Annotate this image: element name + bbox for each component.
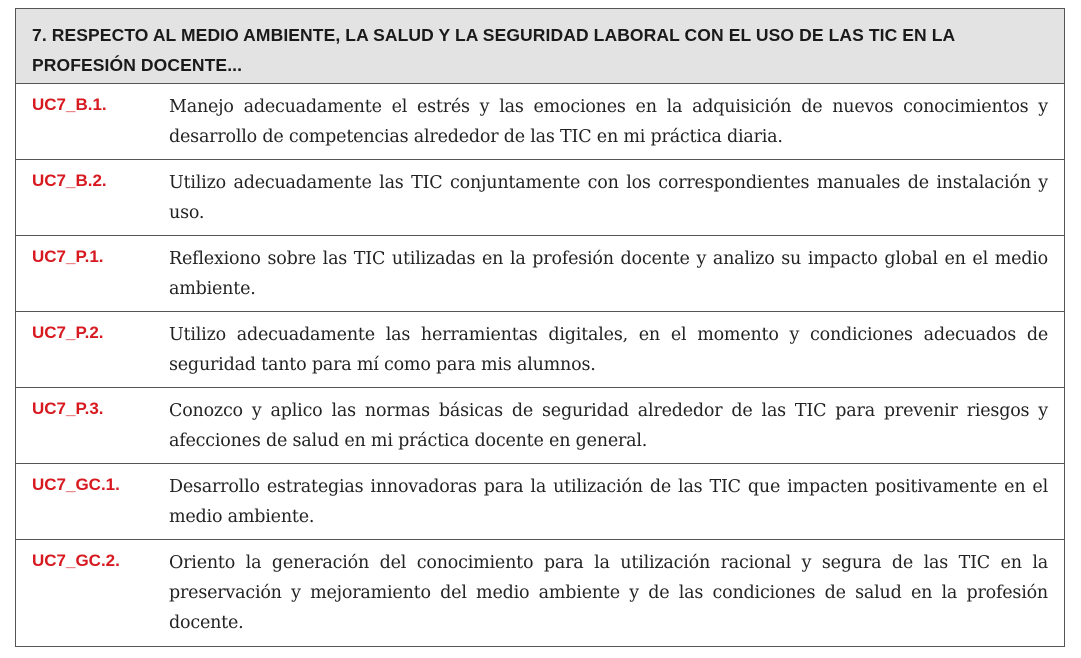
table-row <box>16 388 1064 464</box>
competency-description: Desarrollo estrategias innovadoras para la utilización de las TIC que impacten positivamente en el medio ambiente. <box>169 477 1048 527</box>
competency-code: UC7_GC.2. <box>32 551 120 570</box>
competency-table <box>15 8 1065 647</box>
competency-description: Reflexiono sobre las TIC utilizadas en la profesión docente y analizo su impacto global en el medio ambiente. <box>169 249 1048 299</box>
table-row <box>16 236 1064 312</box>
competency-code: UC7_P.1. <box>32 247 104 266</box>
competency-description: Conozco y aplico las normas básicas de seguridad alrededor de las TIC para prevenir riesgos y afecciones de salud en mi práctica docente en general. <box>169 401 1048 451</box>
table-row <box>16 464 1064 540</box>
competency-code: UC7_P.3. <box>32 399 104 418</box>
competency-code: UC7_GC.1. <box>32 475 120 494</box>
table-header <box>16 9 1064 84</box>
competency-code: UC7_B.1. <box>32 95 107 114</box>
table-row <box>16 84 1064 160</box>
competency-description: Manejo adecuadamente el estrés y las emociones en la adquisición de nuevos conocimientos y desarrollo de competencias alrededor de las TIC en mi práctica diaria. <box>169 97 1048 147</box>
competency-description: Utilizo adecuadamente las TIC conjuntamente con los correspondientes manuales de instalación y uso. <box>169 173 1048 223</box>
competency-code: UC7_P.2. <box>32 323 104 342</box>
table-row <box>16 312 1064 388</box>
table-row <box>16 160 1064 236</box>
header-title: 7. RESPECTO AL MEDIO AMBIENTE, LA SALUD Y LA SEGURIDAD LABORAL CON EL USO DE LAS TIC EN LA PROFESIÓN DOCENTE... <box>32 25 955 75</box>
competency-description: Oriento la generación del conocimiento para la utilización racional y segura de las TIC en la preservación y mejoramiento del medio ambiente y de las condiciones de salud en la profesión docente. <box>169 553 1048 633</box>
competency-description: Utilizo adecuadamente las herramientas digitales, en el momento y condiciones adecuados de seguridad tanto para mí como para mis alumnos. <box>169 325 1048 375</box>
table-row <box>16 540 1064 646</box>
competency-code: UC7_B.2. <box>32 171 107 190</box>
